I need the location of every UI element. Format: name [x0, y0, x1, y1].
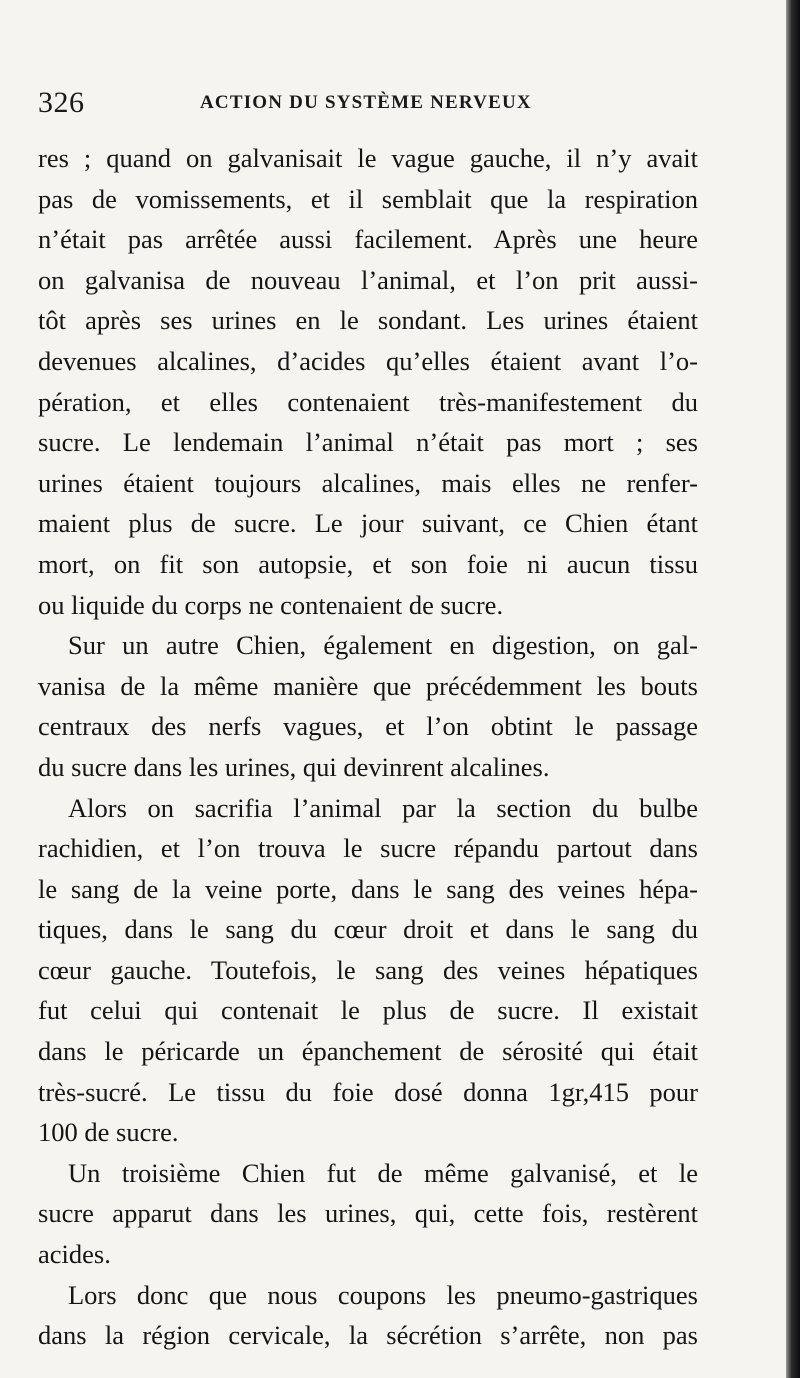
- text-line: cœur gauche. Toutefois, le sang des veines hépatiques: [38, 954, 698, 985]
- text-line: Un troisième Chien fut de même galvanisé, et le: [68, 1157, 698, 1188]
- text-line: ou liquide du corps ne contenaient de sucre.: [38, 589, 504, 620]
- text-line: n’était pas arrêtée aussi facilement. Après une heure: [38, 224, 698, 255]
- text-line: du sucre dans les urines, qui devinrent alcalines.: [38, 751, 550, 782]
- text-line: devenues alcalines, d’acides qu’elles étaient avant l’o-: [38, 345, 698, 376]
- text-line: Alors on sacrifia l’animal par la section du bulbe: [68, 792, 698, 823]
- paragraph-1: [38, 138, 698, 625]
- running-title: ACTION DU SYSTÈME NERVEUX: [200, 92, 532, 113]
- text-line: dans la région cervicale, la sécrétion s’arrête, non pas: [38, 1320, 698, 1351]
- text-line: Lors donc que nous coupons les pneumo-gastriques: [68, 1279, 698, 1310]
- text-line: tôt après ses urines en le sondant. Les urines étaient: [38, 305, 698, 336]
- text-line: sucre. Le lendemain l’animal n’était pas mort ; ses: [38, 427, 698, 458]
- text-line: pas de vomissements, et il semblait que la respiration: [38, 183, 698, 214]
- paragraph-4: [38, 1153, 698, 1275]
- text-line: tiques, dans le sang du cœur droit et dans le sang du: [38, 914, 698, 945]
- text-line: très-sucré. Le tissu du foie dosé donna 1gr,415 pour: [38, 1076, 698, 1107]
- running-head: [38, 86, 698, 126]
- text-line: mort, on fit son autopsie, et son foie ni aucun tissu: [38, 548, 698, 579]
- text-line: pération, et elles contenaient très-manifestement du: [38, 386, 698, 417]
- text-line: urines étaient toujours alcalines, mais elles ne renfer-: [38, 467, 698, 498]
- body-text: [38, 138, 698, 1356]
- text-line: fut celui qui contenait le plus de sucre. Il existait: [38, 995, 698, 1026]
- paragraph-5: [38, 1275, 698, 1356]
- text-line: acides.: [38, 1239, 111, 1270]
- text-line: Sur un autre Chien, également en digestion, on gal-: [68, 630, 698, 661]
- book-spine-shadow: [786, 0, 800, 1378]
- text-line: 100 de sucre.: [38, 1117, 179, 1148]
- paragraph-3: [38, 788, 698, 1153]
- text-line: centraux des nerfs vagues, et l’on obtint le passage: [38, 711, 698, 742]
- text-line: on galvanisa de nouveau l’animal, et l’on prit aussi-: [38, 264, 698, 295]
- text-line: maient plus de sucre. Le jour suivant, ce Chien étant: [38, 508, 698, 539]
- paragraph-2: [38, 625, 698, 787]
- text-line: le sang de la veine porte, dans le sang des veines hépa-: [38, 873, 698, 904]
- text-line: rachidien, et l’on trouva le sucre répandu partout dans: [38, 833, 698, 864]
- text-line: dans le péricarde un épanchement de sérosité qui était: [38, 1036, 698, 1067]
- page-number: 326: [38, 86, 85, 119]
- text-line: vanisa de la même manière que précédemment les bouts: [38, 670, 698, 701]
- text-line: res ; quand on galvanisait le vague gauche, il n’y avait: [38, 143, 698, 173]
- text-line: sucre apparut dans les urines, qui, cette fois, restèrent: [38, 1198, 698, 1229]
